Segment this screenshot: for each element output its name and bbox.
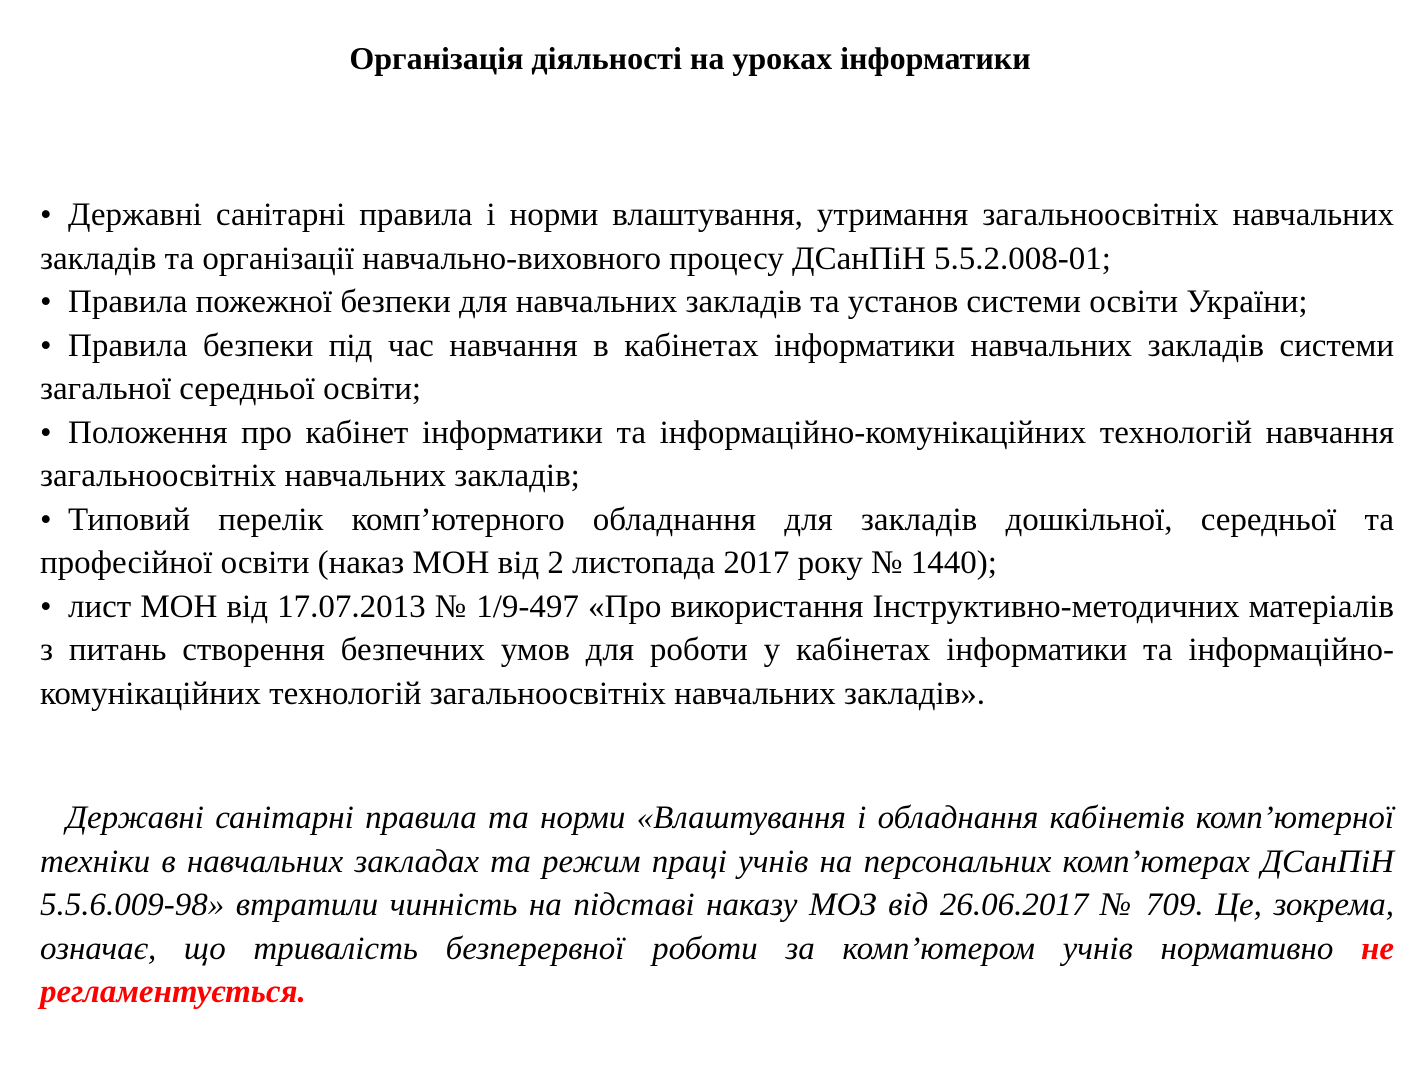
bullet-icon: • — [40, 588, 52, 625]
list-item — [40, 499, 1394, 586]
list-item — [40, 586, 1394, 717]
bullet-icon: • — [40, 197, 52, 233]
list-item-text: Правила безпеки під час навчання в кабінетах інформатики навчальних закладів системи загальної середньої освіти; — [40, 327, 1394, 407]
bullet-icon: • — [40, 284, 52, 320]
list-item — [40, 281, 1394, 325]
list-item-text: Правила пожежної безпеки для навчальних закладів та установ системи освіти України; — [68, 284, 1308, 320]
list-item — [40, 412, 1394, 499]
list-item-text: Типовий перелік комп’ютерного обладнання для закладів дошкільної, середньої та професійної освіти (наказ МОН від 2 листопада 2017 року № 1440); — [40, 501, 1394, 581]
note-emphasis: не регламентується. — [40, 930, 1394, 1010]
bullet-icon: • — [40, 327, 52, 364]
list-item — [40, 325, 1394, 412]
page-title: Організація діяльності на уроках інформатики — [349, 40, 1031, 76]
list-item — [40, 194, 1394, 281]
list-item-text: лист МОН від 17.07.2013 № 1/9-497 «Про використання Інструктивно-методичних матеріалів з питань створення безпечних умов для роботи у кабінетах інформатики та інформаційно-комунікаційних технологій загальноосвітніх навчальних закладів». — [40, 588, 1394, 712]
list-item-text: Державні санітарні правила і норми влаштування, утримання загальноосвітніх навчальних закладів та організації навчально-виховного процесу ДСанПіН 5.5.2.008-01; — [40, 197, 1394, 277]
bullet-icon: • — [40, 501, 52, 538]
note-text: Державні санітарні правила та норми «Влаштування і обладнання кабінетів комп’ютерної техніки в навчальних закладах та режим праці учнів на персональних комп’ютерах ДСанПіН 5.5.6.009-98» втратили чинність на підставі наказу МОЗ від 26.06.2017 № 709. Це, зокрема, означає, що тривалість безперервної роботи за комп’ютером учнів нормативно — [40, 800, 1394, 967]
note-paragraph — [40, 797, 1394, 1015]
regulations-list — [40, 194, 1394, 716]
list-item-text: Положення про кабінет інформатики та інформаційно-комунікаційних технологій навчання загальноосвітніх навчальних закладів; — [40, 414, 1394, 494]
bullet-icon: • — [40, 414, 52, 451]
